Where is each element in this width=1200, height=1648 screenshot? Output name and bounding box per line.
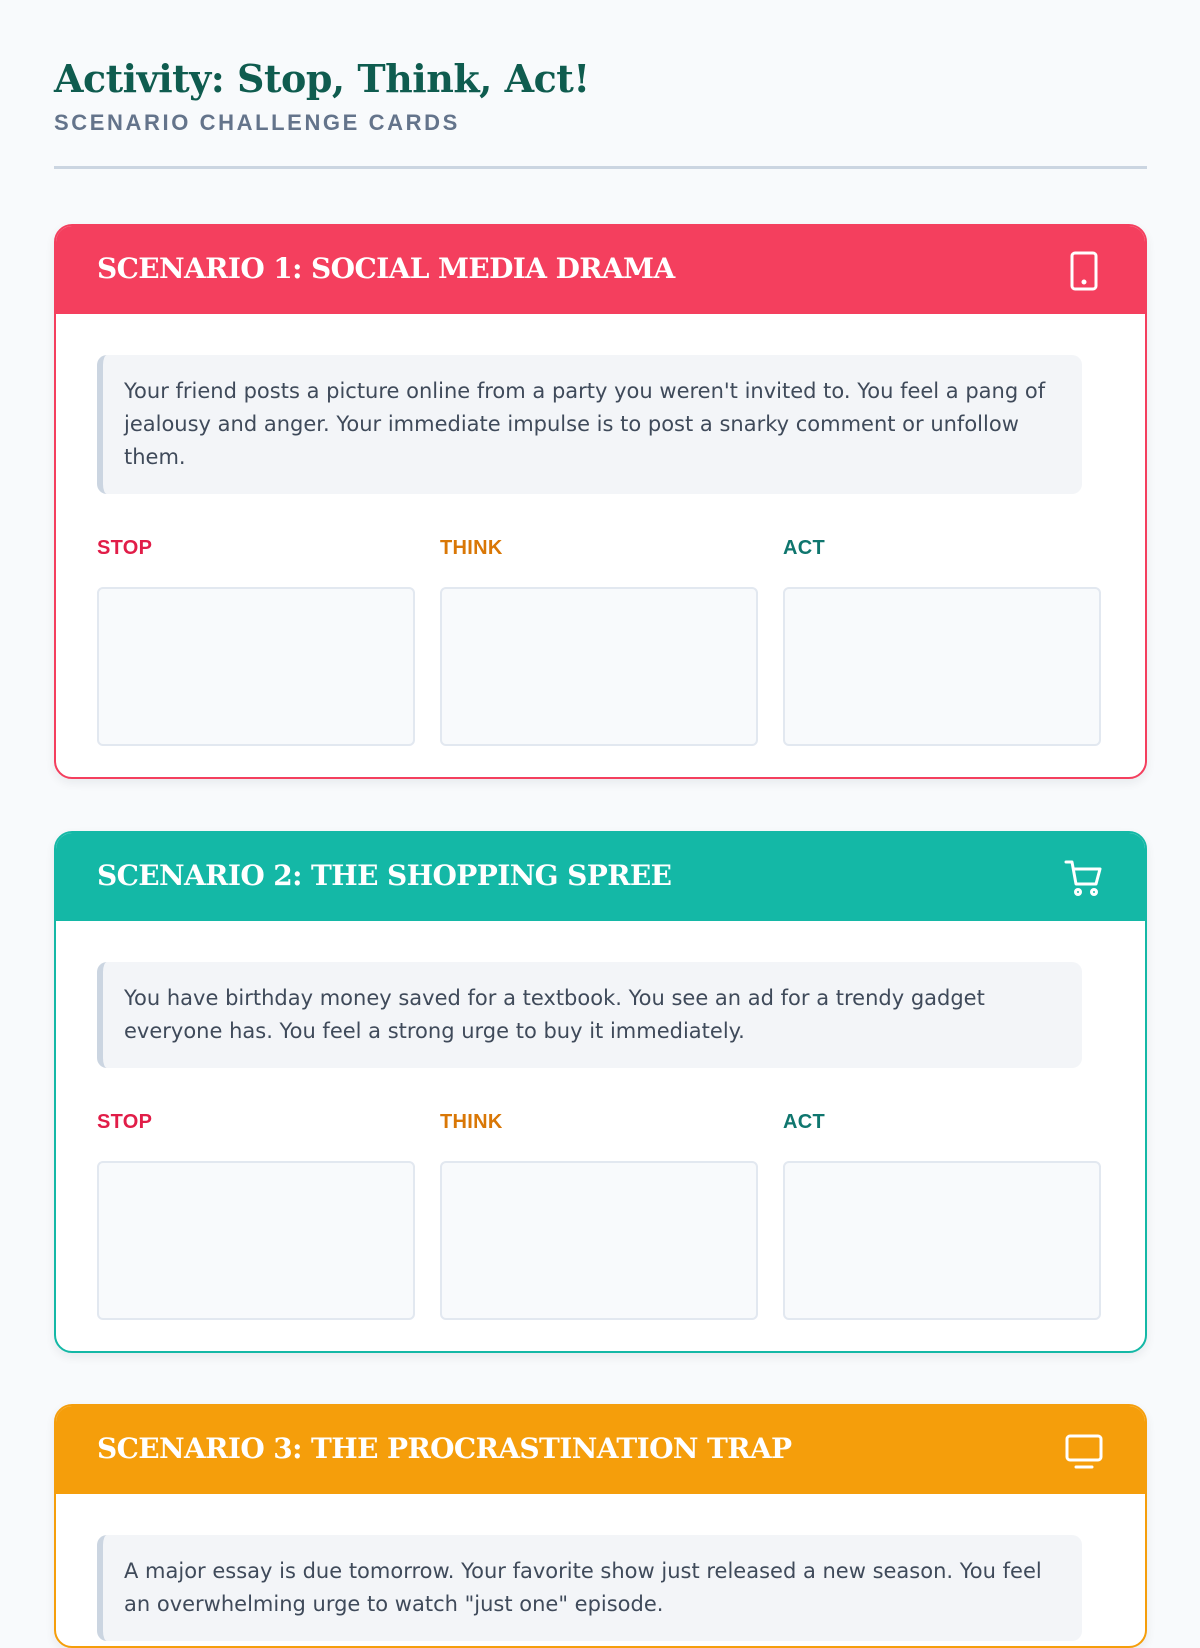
scenario-card-1 [54, 224, 1147, 779]
scenario-card-header [56, 226, 1145, 314]
scenario-card-2 [54, 831, 1147, 1353]
think-label: THINK [440, 1111, 503, 1133]
scenario-description: A major essay is due tomorrow. Your favorite show just released a new season. You feel an overwhelming urge to watch "just one" episode. [97, 1535, 1082, 1641]
think-answer-box[interactable] [440, 587, 758, 746]
scenario-description: Your friend posts a picture online from a party you weren't invited to. You feel a pang of jealousy and anger. Your immediate impulse is to post a snarky comment or unfollow them. [97, 355, 1082, 494]
think-label: THINK [440, 537, 503, 559]
tablet-icon [1063, 250, 1105, 292]
page-title: Activity: Stop, Think, Act! [54, 56, 590, 101]
scenario-description: You have birthday money saved for a textbook. You see an ad for a trendy gadget everyone has. You feel a strong urge to buy it immediately. [97, 962, 1082, 1068]
act-label: ACT [783, 1111, 826, 1133]
act-answer-box[interactable] [783, 587, 1101, 746]
stop-column [97, 1111, 415, 1320]
stop-answer-box[interactable] [97, 587, 415, 746]
act-column [783, 1111, 1101, 1320]
stop-label: STOP [97, 1111, 153, 1133]
scenario-card-header [56, 1406, 1145, 1494]
scenario-title: SCENARIO 2: THE SHOPPING SPREE [97, 859, 672, 892]
monitor-icon [1063, 1430, 1105, 1472]
stop-answer-box[interactable] [97, 1161, 415, 1320]
stop-label: STOP [97, 537, 153, 559]
scenario-card-3 [54, 1404, 1147, 1648]
think-answer-box[interactable] [440, 1161, 758, 1320]
act-label: ACT [783, 537, 826, 559]
act-column [783, 537, 1101, 746]
shopping-cart-icon [1063, 857, 1105, 899]
act-answer-box[interactable] [783, 1161, 1101, 1320]
stop-column [97, 537, 415, 746]
scenario-card-header [56, 833, 1145, 921]
scenario-title: SCENARIO 3: THE PROCRASTINATION TRAP [97, 1432, 792, 1465]
scenario-title: SCENARIO 1: SOCIAL MEDIA DRAMA [97, 252, 675, 285]
think-column [440, 537, 758, 746]
header-divider [54, 166, 1147, 169]
think-column [440, 1111, 758, 1320]
page-subtitle: SCENARIO CHALLENGE CARDS [54, 110, 460, 135]
